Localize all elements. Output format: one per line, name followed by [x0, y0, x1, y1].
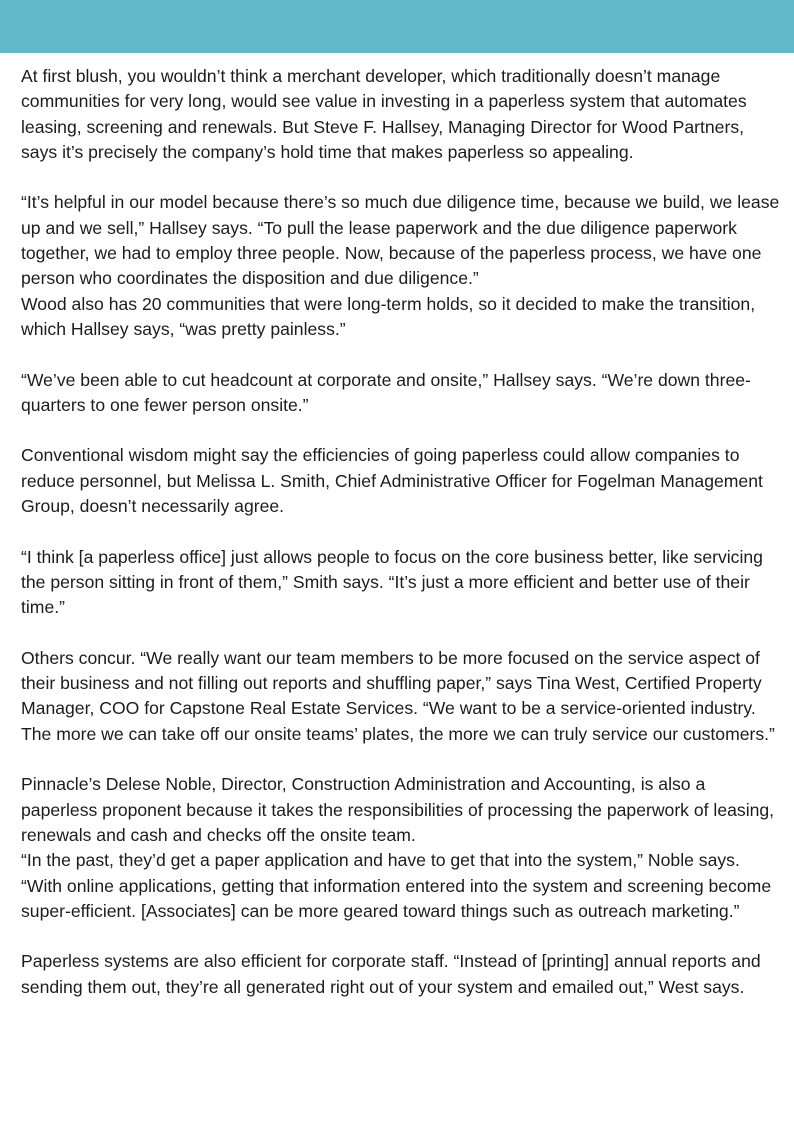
article-body [21, 64, 783, 1025]
paragraph-5: “I think [a paperless office] just allows people to focus on the core business better, like servicing the person sitting in front of them,” Smith says. “It’s just a more efficient and better use of their time.” [21, 546, 763, 618]
header-band [0, 0, 794, 53]
paragraph-3: “We’ve been able to cut headcount at corporate and onsite,” Hallsey says. “We’re down three-quarters to one fewer person onsite.” [21, 369, 751, 415]
paragraph-8: Paperless systems are also efficient for corporate staff. “Instead of [printing] annual reports and sending them out, they’re all generated right out of your system and emailed out,” West says. [21, 951, 761, 997]
paragraph-4: Conventional wisdom might say the efficiencies of going paperless could allow companies to reduce personnel, but Melissa L. Smith, Chief Administrative Officer for Fogelman Management Group, doesn’t necessarily agree. [21, 445, 763, 517]
paragraph-7: Pinnacle’s Delese Noble, Director, Construction Administration and Accounting, is also a paperless proponent because it takes the responsibilities of processing the paperwork of leasing, renewals and cash and checks off the onsite team. “In the past, they’d get a paper application and have to get that into the system,” Noble says. “With online applications, getting that information entered into the system and screening become super-efficient. [Associates] can be more geared toward things such as outreach marketing.” [21, 774, 775, 921]
paragraph-6: Others concur. “We really want our team members to be more focused on the service aspect of their business and not filling out reports and shuffling paper,” says Tina West, Certified Property Manager, COO for Capstone Real Estate Services. “We want to be a service-oriented industry. The more we can take off our onsite teams’ plates, the more we can truly service our customers.” [21, 647, 775, 744]
paragraph-1: At first blush, you wouldn’t think a merchant developer, which traditionally doesn’t manage communities for very long, would see value in investing in a paperless system that automates leasing, screening and renewals. But Steve F. Hallsey, Managing Director for Wood Partners, says it’s precisely the company’s hold time that makes paperless so appealing. [21, 66, 747, 162]
paragraph-2: “It’s helpful in our model because there’s so much due diligence time, because we build, we lease up and we sell,” Hallsey says. “To pull the lease paperwork and the due diligence paperwork together, we had to employ three people. Now, because of the paperless process, we have one person who coordinates the disposition and due diligence.” Wood also has 20 communities that were long-term holds, so it decided to make the transition, which Hallsey says, “was pretty painless.” [21, 192, 780, 339]
